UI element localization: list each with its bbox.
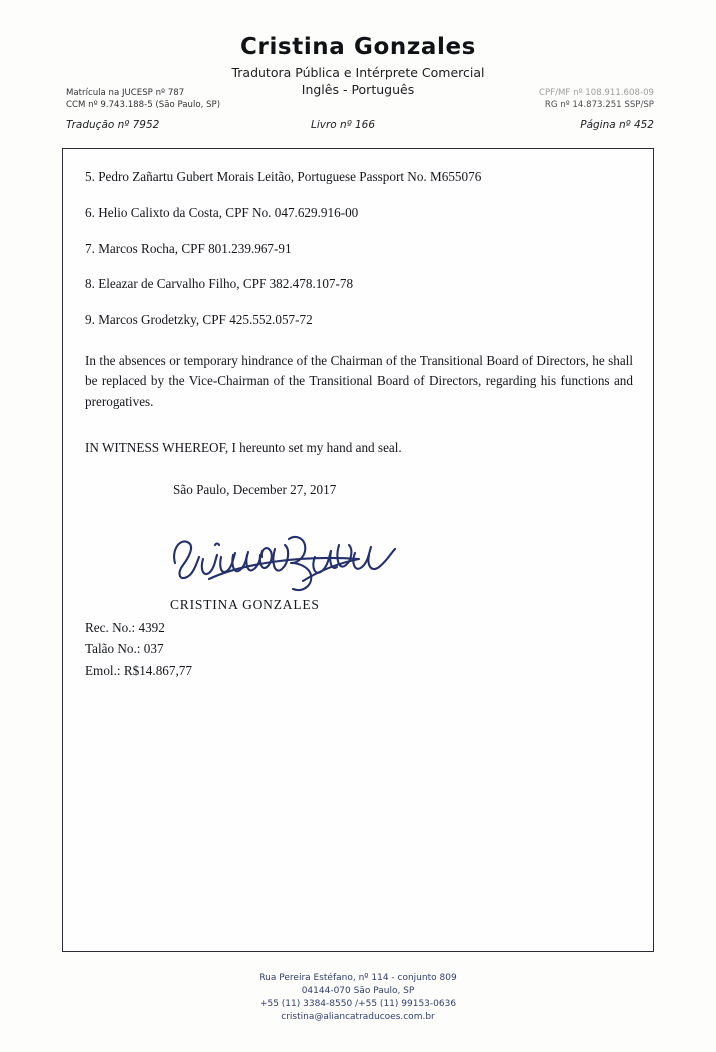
fees-block	[85, 617, 192, 681]
receipt-number: Rec. No.: 4392	[85, 620, 165, 635]
replacement-clause-paragraph: In the absences or temporary hindrance of the Chairman of the Transitional Board of Directors, he shall be replaced by the Vice-Chairman of the Transitional Board of Directors, regarding his functions and prerogatives.	[85, 352, 633, 409]
registration-info	[66, 88, 220, 111]
emolument-amount: Emol.: R$14.867,77	[85, 662, 192, 678]
ccm-registration: CCM nº 9.743.188-5 (São Paulo, SP)	[66, 99, 221, 110]
cpf-number: CPF/MF nº 108.911.608-09	[538, 88, 654, 98]
booklet-number: Talão No.: 037	[85, 641, 164, 657]
witness-clause: IN WITNESS WHEREOF, I hereunto set my hand and seal.	[85, 440, 402, 456]
translation-number: Tradução nº 7952	[66, 119, 160, 131]
identification-info	[539, 88, 654, 111]
translator-languages: Inglês - Português	[301, 82, 415, 97]
document-meta	[66, 119, 654, 135]
jucesp-registration: Matrícula na JUCESP nº 787	[66, 88, 185, 98]
document-content	[85, 167, 633, 515]
rg-number: RG nº 14.873.251 SSP/SP	[544, 99, 654, 110]
page-number: Página nº 452	[580, 119, 654, 131]
handwritten-signature-icon	[163, 519, 403, 599]
translator-title: Tradutora Pública e Intérprete Comercial	[231, 65, 485, 80]
signature-printed-name: CRISTINA GONZALES	[170, 597, 320, 612]
translator-name: Cristina Gonzales	[240, 34, 476, 60]
footer-phone-line: +55 (11) 3384-8550 /+55 (11) 99153-0636	[259, 999, 457, 1010]
list-item: 6. Helio Calixto da Costa, CPF No. 047.629.916-00	[85, 204, 359, 220]
place-and-date: São Paulo, December 27, 2017	[173, 482, 337, 498]
footer-email[interactable]: cristina@aliancatraducoes.com.br	[281, 1012, 435, 1023]
list-item: 8. Eleazar de Carvalho Filho, CPF 382.478.107-78	[85, 276, 354, 292]
footer-city-line: 04144-070 São Paulo, SP	[301, 986, 415, 997]
footer-address-line: Rua Pereira Estéfano, nº 114 - conjunto 809	[259, 973, 457, 983]
page-footer	[0, 972, 716, 1024]
book-number: Livro nº 166	[311, 119, 376, 131]
list-item: 9. Marcos Grodetzky, CPF 425.552.057-72	[85, 312, 313, 328]
list-item: 5. Pedro Zañartu Gubert Morais Leitão, Portuguese Passport No. M655076	[85, 169, 482, 184]
document-body-frame	[62, 148, 654, 952]
list-item: 7. Marcos Rocha, CPF 801.239.967-91	[85, 240, 292, 256]
